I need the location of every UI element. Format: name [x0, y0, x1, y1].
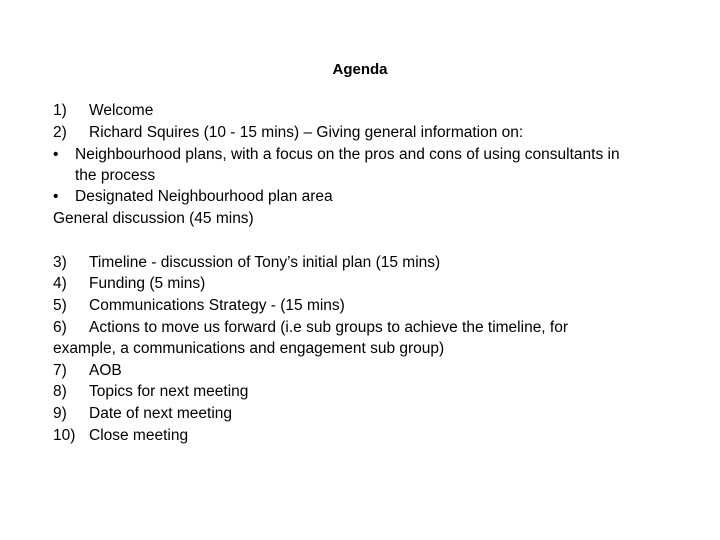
item-number: 7) [53, 362, 67, 379]
agenda-item-4 [53, 273, 693, 295]
agenda-item-7 [53, 360, 693, 382]
general-discussion [53, 208, 693, 230]
item-number: 6) [53, 319, 67, 336]
bullet-item-plan-area [53, 186, 693, 208]
item-text: General discussion (45 mins) [53, 210, 254, 227]
item-text: Topics for next meeting [89, 383, 249, 400]
agenda-item-6-continuation [53, 338, 693, 360]
agenda-item-8 [53, 381, 693, 403]
agenda-item-9 [53, 403, 693, 425]
bullet-item-continuation [53, 165, 715, 187]
item-text: AOB [89, 362, 122, 379]
item-text: Date of next meeting [89, 405, 233, 422]
item-number: 4) [53, 275, 67, 292]
item-text: Richard Squires (10 - 15 mins) – Giving general information on: [89, 124, 524, 141]
item-text: Welcome [89, 102, 154, 119]
agenda-item-1 [53, 100, 693, 122]
item-number: 3) [53, 254, 67, 271]
agenda-title: Agenda [332, 61, 388, 78]
agenda-item-6 [53, 317, 693, 339]
item-number: 1) [53, 102, 67, 119]
item-text: Timeline - discussion of Tony’s initial plan (15 mins) [89, 254, 441, 271]
item-number: 2) [53, 124, 67, 141]
item-text: Designated Neighbourhood plan area [75, 188, 333, 205]
item-text: the process [75, 167, 156, 184]
item-number: 10) [53, 427, 76, 444]
bullet-icon: • [53, 146, 59, 163]
item-text: Close meeting [89, 427, 189, 444]
item-text: Actions to move us forward (i.e sub groups to achieve the timeline, for [89, 319, 569, 336]
agenda-item-3 [53, 252, 693, 274]
agenda-item-10 [53, 425, 693, 447]
item-number: 8) [53, 383, 67, 400]
item-number: 5) [53, 297, 67, 314]
item-number: 9) [53, 405, 67, 422]
bullet-icon: • [53, 188, 59, 205]
item-text: Communications Strategy - (15 mins) [89, 297, 345, 314]
item-text: Neighbourhood plans, with a focus on the pros and cons of using consultants in [75, 146, 620, 163]
item-text: Funding (5 mins) [89, 275, 206, 292]
item-text: example, a communications and engagement sub group) [53, 340, 445, 357]
bullet-item-neighbourhood-plans [53, 144, 693, 166]
agenda-item-2 [53, 122, 693, 144]
agenda-item-5 [53, 295, 693, 317]
